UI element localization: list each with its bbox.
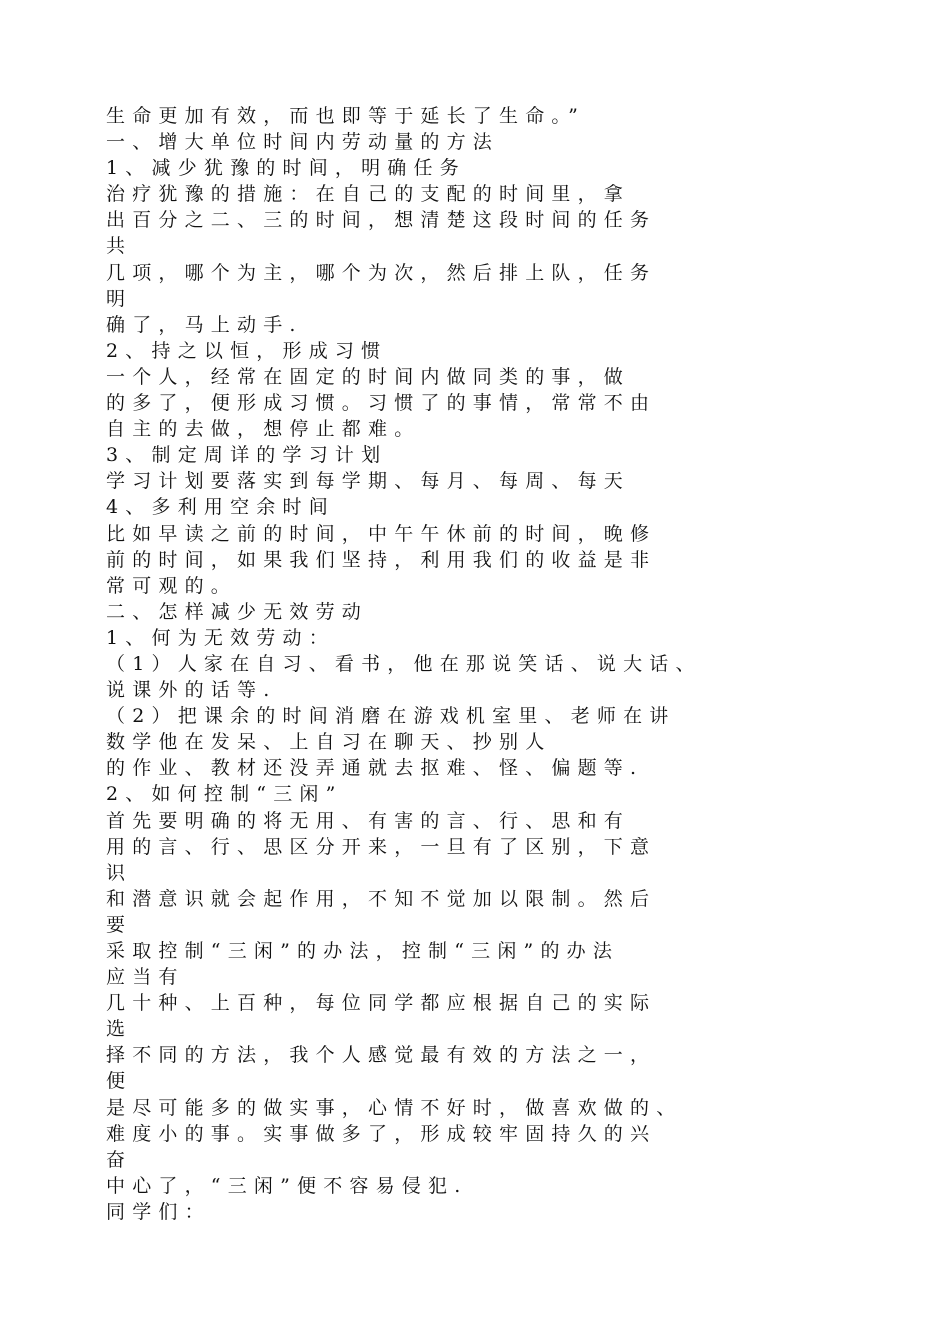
text-line: 中心了，“三闲”便不容易侵犯.	[106, 1174, 468, 1197]
text-line: 和潜意识就会起作用，不知不觉加以限制。然后	[106, 887, 657, 910]
text-line: 生命更加有效，而也即等于延长了生命。”	[106, 105, 586, 127]
text-line: 确了，马上动手.	[106, 313, 303, 336]
text-line: 要	[106, 913, 133, 936]
text-line: 学习计划要落实到每学期、每月、每周、每天	[106, 470, 631, 493]
section-heading: 二、怎样减少无效劳动	[106, 600, 369, 623]
subsection-heading: 1、减少犹豫的时间，明确任务	[106, 157, 466, 180]
text-line: 的多了，便形成习惯。习惯了的事情，常常不由	[106, 392, 657, 415]
text-line: 共	[106, 235, 133, 258]
text-line: 的作业、教材还没弄通就去抠难、怪、偏题等.	[106, 757, 644, 780]
text-line: （1）人家在自习、看书，他在那说笑话、说大话、	[106, 652, 702, 675]
text-line: 数学他在发呆、上自习在聊天、抄别人	[106, 731, 552, 754]
text-line: 治疗犹豫的措施：在自己的支配的时间里，拿	[106, 183, 631, 206]
text-line: 便	[106, 1070, 133, 1093]
text-line: 是尽可能多的做实事，心情不好时，做喜欢做的、	[106, 1096, 683, 1119]
text-line: 奋	[106, 1148, 133, 1171]
text-line: 几项，哪个为主，哪个为次，然后排上队，任务	[106, 261, 657, 284]
subsection-heading: 3、制定周详的学习计划	[106, 444, 388, 467]
text-line: 常可观的。	[106, 574, 238, 597]
text-line: 前的时间，如果我们坚持，利用我们的收益是非	[106, 548, 657, 571]
text-line: 同学们：	[106, 1200, 211, 1223]
text-line: 自主的去做，想停止都难。	[106, 418, 421, 441]
text-line: 采取控制“三闲”的办法，控制“三闲”的办法	[106, 940, 620, 962]
text-line: 首先要明确的将无用、有害的言、行、思和有	[106, 809, 631, 832]
section-heading: 一、增大单位时间内劳动量的方法	[106, 131, 500, 154]
subsection-heading: 2、持之以恒，形成习惯	[106, 339, 388, 362]
text-line: 识	[106, 861, 133, 884]
text-line: 比如早读之前的时间，中午午休前的时间，晚修	[106, 522, 657, 545]
text-line: 明	[106, 287, 133, 310]
text-line: （2）把课余的时间消磨在游戏机室里、老师在讲	[106, 705, 676, 728]
subsection-heading: 2、如何控制“三闲”	[106, 783, 343, 806]
text-line: 难度小的事。实事做多了，形成较牢固持久的兴	[106, 1122, 657, 1145]
subsection-heading: 4、多利用空余时间	[106, 496, 335, 519]
text-line: 应当有	[106, 966, 185, 989]
text-line: 一个人，经常在固定的时间内做同类的事，做	[106, 365, 631, 388]
document-body	[106, 103, 906, 1225]
subsection-heading: 1、何为无效劳动：	[106, 626, 335, 649]
text-line: 说课外的话等.	[106, 679, 277, 702]
text-line: 几十种、上百种，每位同学都应根据自己的实际	[106, 992, 657, 1015]
text-line: 择不同的方法，我个人感觉最有效的方法之一，	[106, 1044, 657, 1067]
text-line: 出百分之二、三的时间，想清楚这段时间的任务	[106, 209, 657, 232]
text-line: 选	[106, 1018, 133, 1041]
text-line: 用的言、行、思区分开来，一旦有了区别，下意	[106, 835, 657, 858]
